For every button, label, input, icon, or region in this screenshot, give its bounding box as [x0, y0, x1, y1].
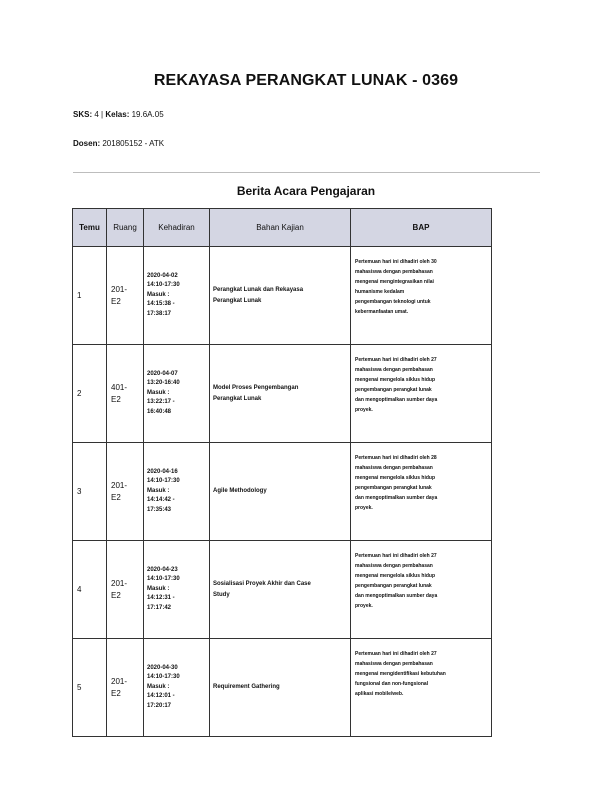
- cell-bap-line: fungsional dan non-fungsional: [355, 681, 429, 687]
- cell-bahan-kajian-line: Perangkat Lunak: [213, 297, 262, 304]
- cell-kehadiran-line: 14:15:38 -: [147, 301, 175, 308]
- section-title: Berita Acara Pengajaran: [236, 184, 376, 198]
- cell-bap-line: dan mengoptimalkan sumber daya: [355, 593, 438, 599]
- cell-bap: [351, 541, 492, 639]
- cell-ruang-line: 201-: [111, 676, 128, 686]
- cell-kehadiran-line: 13:20-16:40: [147, 380, 180, 387]
- cell-ruang-line: E2: [111, 590, 121, 600]
- cell-kehadiran-line: 17:20:17: [147, 702, 172, 709]
- cell-kehadiran: [144, 639, 210, 737]
- cell-ruang: [107, 639, 144, 737]
- cell-kehadiran-line: 14:10-17:30: [147, 674, 180, 681]
- bap-table: [72, 208, 492, 737]
- separator: |: [101, 110, 104, 119]
- cell-bap-line: mahasiswa dengan pembahasan: [355, 367, 433, 373]
- table-row: [73, 247, 492, 345]
- cell-bap: [351, 443, 492, 541]
- sks-label: SKS:: [73, 110, 93, 119]
- cell-kehadiran-line: 14:14:42 -: [147, 497, 175, 504]
- cell-bap-line: Pertemuan hari ini dihadiri oleh 27: [355, 357, 437, 363]
- cell-kehadiran-line: 16:40:48: [147, 408, 172, 415]
- cell-bap: [351, 639, 492, 737]
- cell-kehadiran: [144, 541, 210, 639]
- table-row: [73, 345, 492, 443]
- cell-bahan-kajian-line: Requirement Gathering: [213, 684, 280, 690]
- cell-ruang-line: 401-: [111, 382, 128, 392]
- cell-temu: 4: [73, 541, 107, 639]
- cell-temu: 3: [73, 443, 107, 541]
- cell-bap-line: proyek.: [355, 407, 373, 413]
- table-body: [73, 247, 492, 737]
- cell-kehadiran-line: 2020-04-30: [147, 664, 178, 671]
- cell-kehadiran-line: Masuk :: [147, 683, 170, 690]
- cell-kehadiran-line: Masuk :: [147, 389, 170, 396]
- cell-bahan-kajian-line: Perangkat Lunak dan Rekayasa: [213, 286, 304, 293]
- cell-kehadiran-line: Masuk :: [147, 585, 170, 592]
- cell-bap-line: pengembangan perangkat lunak: [355, 485, 432, 491]
- cell-bap: [351, 247, 492, 345]
- cell-kehadiran-line: 2020-04-23: [147, 566, 178, 573]
- cell-kehadiran-line: 13:22:17 -: [147, 399, 175, 406]
- cell-bahan-kajian-line: Agile Methodology: [213, 488, 267, 494]
- cell-kehadiran-line: 14:12:31 -: [147, 595, 175, 602]
- cell-bap-line: proyek.: [355, 505, 373, 511]
- cell-ruang-line: 201-: [111, 480, 128, 490]
- cell-kehadiran-line: 17:38:17: [147, 310, 172, 317]
- cell-bap-line: pengembangan perangkat lunak: [355, 583, 432, 589]
- header-bap: BAP: [351, 209, 492, 247]
- divider: [73, 172, 540, 173]
- cell-kehadiran-line: 17:35:43: [147, 506, 172, 513]
- cell-bap-line: dan mengoptimalkan sumber daya: [355, 495, 438, 501]
- cell-bahan-kajian: [210, 247, 351, 345]
- cell-bap-line: kebermanfaatan umat.: [355, 309, 409, 315]
- cell-bap-line: Pertemuan hari ini dihadiri oleh 28: [355, 455, 437, 461]
- cell-kehadiran-line: Masuk :: [147, 291, 170, 298]
- cell-bap-line: mengenai mengelola siklus hidup: [355, 573, 436, 579]
- cell-ruang-line: E2: [111, 394, 121, 404]
- cell-ruang: [107, 541, 144, 639]
- cell-temu: 1: [73, 247, 107, 345]
- dosen-value: 201805152 - ATK: [102, 139, 165, 148]
- kelas-label: Kelas:: [105, 110, 130, 119]
- cell-ruang-line: 201-: [111, 284, 128, 294]
- cell-kehadiran-line: Masuk :: [147, 487, 170, 494]
- cell-kehadiran-line: 14:10-17:30: [147, 478, 180, 485]
- cell-bap-line: pengembangan teknologi untuk: [355, 299, 431, 305]
- table-row: [73, 443, 492, 541]
- cell-ruang-line: E2: [111, 296, 121, 306]
- cell-ruang: [107, 443, 144, 541]
- cell-bap: [351, 345, 492, 443]
- cell-bap-line: mengenai mengelola siklus hidup: [355, 475, 436, 481]
- cell-bap-line: humanisme kedalam: [355, 289, 405, 295]
- sks-kelas-line: [73, 110, 164, 119]
- cell-bap-line: mahasiswa dengan pembahasan: [355, 465, 433, 471]
- table-header-row: [73, 209, 492, 247]
- cell-kehadiran: [144, 345, 210, 443]
- kelas-value: 19.6A.05: [131, 110, 164, 119]
- cell-kehadiran-line: 2020-04-16: [147, 468, 178, 475]
- cell-bap-line: dan mengoptimalkan sumber daya: [355, 397, 438, 403]
- header-bahan-kajian: Bahan Kajian: [210, 209, 351, 247]
- cell-ruang-line: E2: [111, 688, 121, 698]
- table-row: [73, 541, 492, 639]
- cell-bap-line: proyek.: [355, 603, 373, 609]
- cell-kehadiran-line: 14:12:01 -: [147, 693, 175, 700]
- header-kehadiran: Kehadiran: [144, 209, 210, 247]
- cell-temu: 5: [73, 639, 107, 737]
- cell-ruang: [107, 345, 144, 443]
- cell-bahan-kajian-line: Model Proses Pengembangan: [213, 384, 299, 391]
- cell-ruang-line: 201-: [111, 578, 128, 588]
- cell-bahan-kajian-line: Perangkat Lunak: [213, 395, 262, 402]
- cell-kehadiran: [144, 247, 210, 345]
- cell-bap-line: mahasiswa dengan pembahasan: [355, 269, 433, 275]
- cell-kehadiran-line: 14:10-17:30: [147, 576, 180, 583]
- cell-bap-line: mahasiswa dengan pembahasan: [355, 661, 433, 667]
- dosen-label: Dosen:: [73, 139, 101, 148]
- cell-kehadiran-line: 2020-04-07: [147, 370, 178, 377]
- cell-bap-line: Pertemuan hari ini dihadiri oleh 27: [355, 553, 437, 559]
- dosen-line: [73, 139, 164, 148]
- cell-bahan-kajian-line: Sosialisasi Proyek Akhir dan Case: [213, 580, 311, 587]
- page-title: REKAYASA PERANGKAT LUNAK - 0369: [153, 72, 459, 89]
- cell-ruang-line: E2: [111, 492, 121, 502]
- cell-bap-line: mengenai mengidentifikasi kebutuhan: [355, 671, 446, 677]
- header-ruang: Ruang: [107, 209, 144, 247]
- cell-bahan-kajian: [210, 443, 351, 541]
- table-row: [73, 639, 492, 737]
- header-temu: Temu: [73, 209, 107, 247]
- sks-value: 4: [94, 110, 99, 119]
- cell-bap-line: aplikasi mobile/web.: [355, 691, 404, 697]
- cell-kehadiran: [144, 443, 210, 541]
- cell-bap-line: mahasiswa dengan pembahasan: [355, 563, 433, 569]
- cell-kehadiran-line: 2020-04-02: [147, 272, 178, 279]
- cell-bap-line: pengembangan perangkat lunak: [355, 387, 432, 393]
- cell-kehadiran-line: 17:17:42: [147, 604, 172, 611]
- cell-ruang: [107, 247, 144, 345]
- cell-bahan-kajian-line: Study: [213, 591, 230, 598]
- cell-kehadiran-line: 14:10-17:30: [147, 282, 180, 289]
- cell-bahan-kajian: [210, 345, 351, 443]
- cell-bap-line: Pertemuan hari ini dihadiri oleh 27: [355, 651, 437, 657]
- cell-bap-line: mengenai mengintegrasikan nilai: [355, 279, 434, 285]
- cell-bap-line: Pertemuan hari ini dihadiri oleh 30: [355, 259, 437, 265]
- cell-bap-line: mengenai mengelola siklus hidup: [355, 377, 436, 383]
- cell-bahan-kajian: [210, 541, 351, 639]
- cell-temu: 2: [73, 345, 107, 443]
- cell-bahan-kajian: [210, 639, 351, 737]
